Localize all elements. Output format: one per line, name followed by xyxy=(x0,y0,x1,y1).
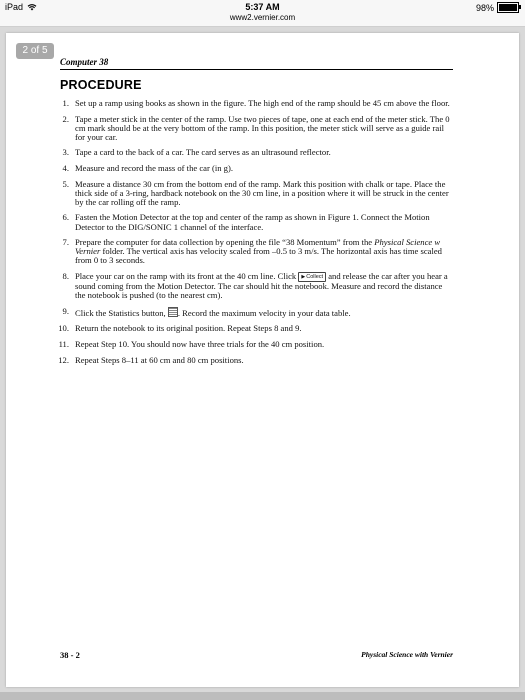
step-text xyxy=(75,272,452,300)
clock-time: 5:37 AM xyxy=(245,2,280,12)
step-text: Measure a distance 30 cm from the bottom end of the ramp. Mark this position with chalk or tape. Place the thick side of a 3-ring, hardback notebook on the 30 cm line, in a position where it will be struck in the center by the car rolling off the ramp. xyxy=(75,178,449,207)
step-text: Repeat Steps 8–11 at 60 cm and 80 cm positions. xyxy=(75,354,244,365)
step-text: Tape a meter stick in the center of the ramp. Use two pieces of tape, one at each end of the meter stick. The 0 cm mark should be at the very bottom of the ramp. In this position, the meter stick will serve as a guide rail for your car. xyxy=(75,113,450,142)
step-text-part: Click the Statistics button, xyxy=(75,307,168,318)
url-address[interactable]: www2.vernier.com xyxy=(229,13,296,22)
step-number: 9. xyxy=(62,305,69,316)
step-number: 7. xyxy=(62,237,69,248)
step-text: Fasten the Motion Detector at the top and center of the ramp as shown in Figure 1. Connect the Motion Detector to the DIG/SONIC 1 channel of the interface. xyxy=(75,212,430,232)
step-item xyxy=(52,164,452,173)
step-number: 11. xyxy=(58,338,69,349)
battery-icon xyxy=(497,2,519,13)
battery-percent: 98% xyxy=(475,2,494,13)
step-item xyxy=(52,148,452,157)
step-text xyxy=(75,307,452,318)
step-text-part: Place your car on the ramp with its front at the 40 cm line. Click xyxy=(75,271,299,282)
step-number: 3. xyxy=(62,147,69,158)
status-right xyxy=(476,2,519,13)
step-number: 12. xyxy=(58,354,69,365)
page-indicator: 2 of 5 xyxy=(16,43,54,59)
step-number: 6. xyxy=(62,212,69,223)
procedure-steps xyxy=(52,99,452,371)
status-bar xyxy=(0,0,525,27)
step-text-part: folder. The vertical axis has velocity scaled from –0.5 to 3 m/s. The horizontal axis has time scaled from 0 to 3 seconds. xyxy=(75,246,442,266)
step-number: 1. xyxy=(62,98,69,108)
collect-button: ▶ Collect xyxy=(298,272,326,282)
step-item xyxy=(52,99,452,108)
running-head: Computer 38 xyxy=(60,57,453,70)
step-item xyxy=(52,324,452,333)
step-text: Tape a card to the back of a car. The card serves as an ultrasound reflector. xyxy=(75,147,331,158)
step-number: 10. xyxy=(58,323,69,334)
step-text xyxy=(75,238,452,265)
step-item xyxy=(52,213,452,231)
step-text: Repeat Step 10. You should now have three trials for the 40 cm position. xyxy=(75,338,325,349)
step-item xyxy=(52,340,452,349)
step-number: 5. xyxy=(62,178,69,189)
footer-book-title: Physical Science with Vernier xyxy=(361,650,453,659)
step-text-part: . Record the maximum velocity in your data table. xyxy=(177,307,351,318)
step-number: 2. xyxy=(62,113,69,124)
step-item xyxy=(52,356,452,365)
step-item xyxy=(52,115,452,142)
step-item xyxy=(52,238,452,265)
step-text-part: and release the car after you hear a sound coming from the Motion Detector. The car should hit the notebook. Measure and record the distance the notebook is pushed (to the nearest cm). xyxy=(75,271,448,301)
step-text: Return the notebook to its original position. Repeat Steps 8 and 9. xyxy=(75,323,302,334)
step-number: 8. xyxy=(62,271,69,282)
folder-name: Physical Science w Vernier xyxy=(75,237,441,257)
step-item xyxy=(52,180,452,207)
step-text: Set up a ramp using books as shown in the figure. The high end of the ramp should be 45 cm above the floor. xyxy=(75,98,450,108)
step-text: Measure and record the mass of the car (in g). xyxy=(75,163,233,174)
step-item xyxy=(52,307,452,318)
bottom-bar xyxy=(0,692,525,700)
step-text-part: Prepare the computer for data collection by opening the file “38 Momentum” from the xyxy=(75,237,375,248)
statistics-icon xyxy=(168,307,178,317)
step-number: 4. xyxy=(62,163,69,174)
footer-page-number: 38 - 2 xyxy=(60,650,80,660)
device-label: iPad xyxy=(5,2,24,12)
step-item xyxy=(52,272,452,300)
section-title: PROCEDURE xyxy=(60,78,142,92)
